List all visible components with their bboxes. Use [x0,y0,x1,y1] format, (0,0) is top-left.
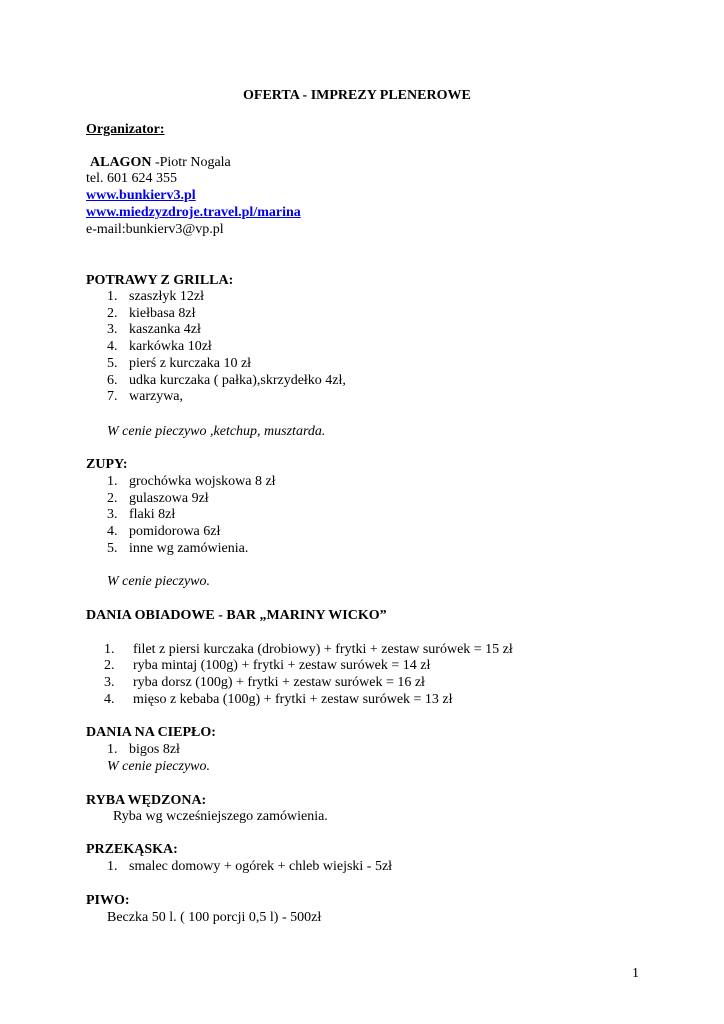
list-item-number: 7. [107,389,118,404]
page-title: OFERTA - IMPREZY PLENEROWE [243,88,471,103]
list-item-number: 3. [104,675,115,690]
list-item-number: 1. [107,474,118,489]
list-item-number: 4. [104,692,115,707]
list-item: filet z piersi kurczaka (drobiowy) + frytki + zestaw surówek = 15 zł [133,642,513,657]
list-item-number: 1. [107,289,118,304]
grill-note: W cenie pieczywo ,ketchup, musztarda. [107,424,326,439]
list-item-number: 3. [107,322,118,337]
list-item-number: 6. [107,373,118,388]
list-item: kiełbasa 8zł [129,306,196,321]
hot-heading: DANIA NA CIEPŁO: [86,725,216,740]
snack-heading: PRZEKĄSKA: [86,842,178,857]
list-item: bigos 8zł [129,742,180,757]
organizer-email: e-mail:bunkierv3@vp.pl [86,222,224,237]
soups-note: W cenie pieczywo. [107,574,211,589]
list-item-number: 1. [107,859,118,874]
list-item: pierś z kurczaka 10 zł [129,356,252,371]
organizer-heading: Organizator: [86,122,165,137]
list-item: pomidorowa 6zł [129,524,221,539]
list-item-number: 2. [107,491,118,506]
list-item: flaki 8zł [129,507,176,522]
list-item-number: 2. [104,658,115,673]
list-item-number: 4. [107,339,118,354]
list-item: ryba dorsz (100g) + frytki + zestaw surówek = 16 zł [133,675,425,690]
list-item-number: 1. [107,742,118,757]
list-item: grochówka wojskowa 8 zł [129,474,276,489]
soups-heading: ZUPY: [86,457,128,472]
list-item: warzywa, [129,389,184,404]
beer-heading: PIWO: [86,893,130,908]
website-link-marina[interactable]: www.miedzyzdroje.travel.pl/marina [86,205,301,220]
list-item-number: 4. [107,524,118,539]
smoked-text: Ryba wg wcześniejszego zamówienia. [113,809,328,824]
list-item: smalec domowy + ogórek + chleb wiejski - 5zł [129,859,393,874]
list-item-number: 5. [107,356,118,371]
list-item: udka kurczaka ( pałka),skrzydełko 4zł, [129,373,346,388]
dinner-heading: DANIA OBIADOWE - BAR „MARINY WICKO” [86,608,387,623]
list-item: ryba mintaj (100g) + frytki + zestaw surówek = 14 zł [133,658,431,673]
company-name: ALAGON [90,155,152,170]
organizer-phone: tel. 601 624 355 [86,171,177,186]
list-item-number: 3. [107,507,118,522]
list-item: inne wg zamówienia. [129,541,249,556]
list-item: karkówka 10zł [129,339,212,354]
beer-text: Beczka 50 l. ( 100 porcji 0,5 l) - 500zł [107,910,322,925]
hot-note: W cenie pieczywo. [107,759,211,774]
list-item: szaszłyk 12zł [129,289,205,304]
organizer-person: -Piotr Nogala [151,155,231,170]
list-item: kaszanka 4zł [129,322,201,337]
grill-heading: POTRAWY Z GRILLA: [86,273,234,288]
list-item-number: 2. [107,306,118,321]
smoked-heading: RYBA WĘDZONA: [86,793,207,808]
website-link-bunkier[interactable]: www.bunkierv3.pl [86,188,196,203]
organizer-company-line [86,154,231,171]
list-item-number: 1. [104,642,115,657]
page-number: 1 [632,966,639,981]
list-item: gulaszowa 9zł [129,491,209,506]
list-item-number: 5. [107,541,118,556]
list-item: mięso z kebaba (100g) + frytki + zestaw surówek = 13 zł [133,692,453,707]
